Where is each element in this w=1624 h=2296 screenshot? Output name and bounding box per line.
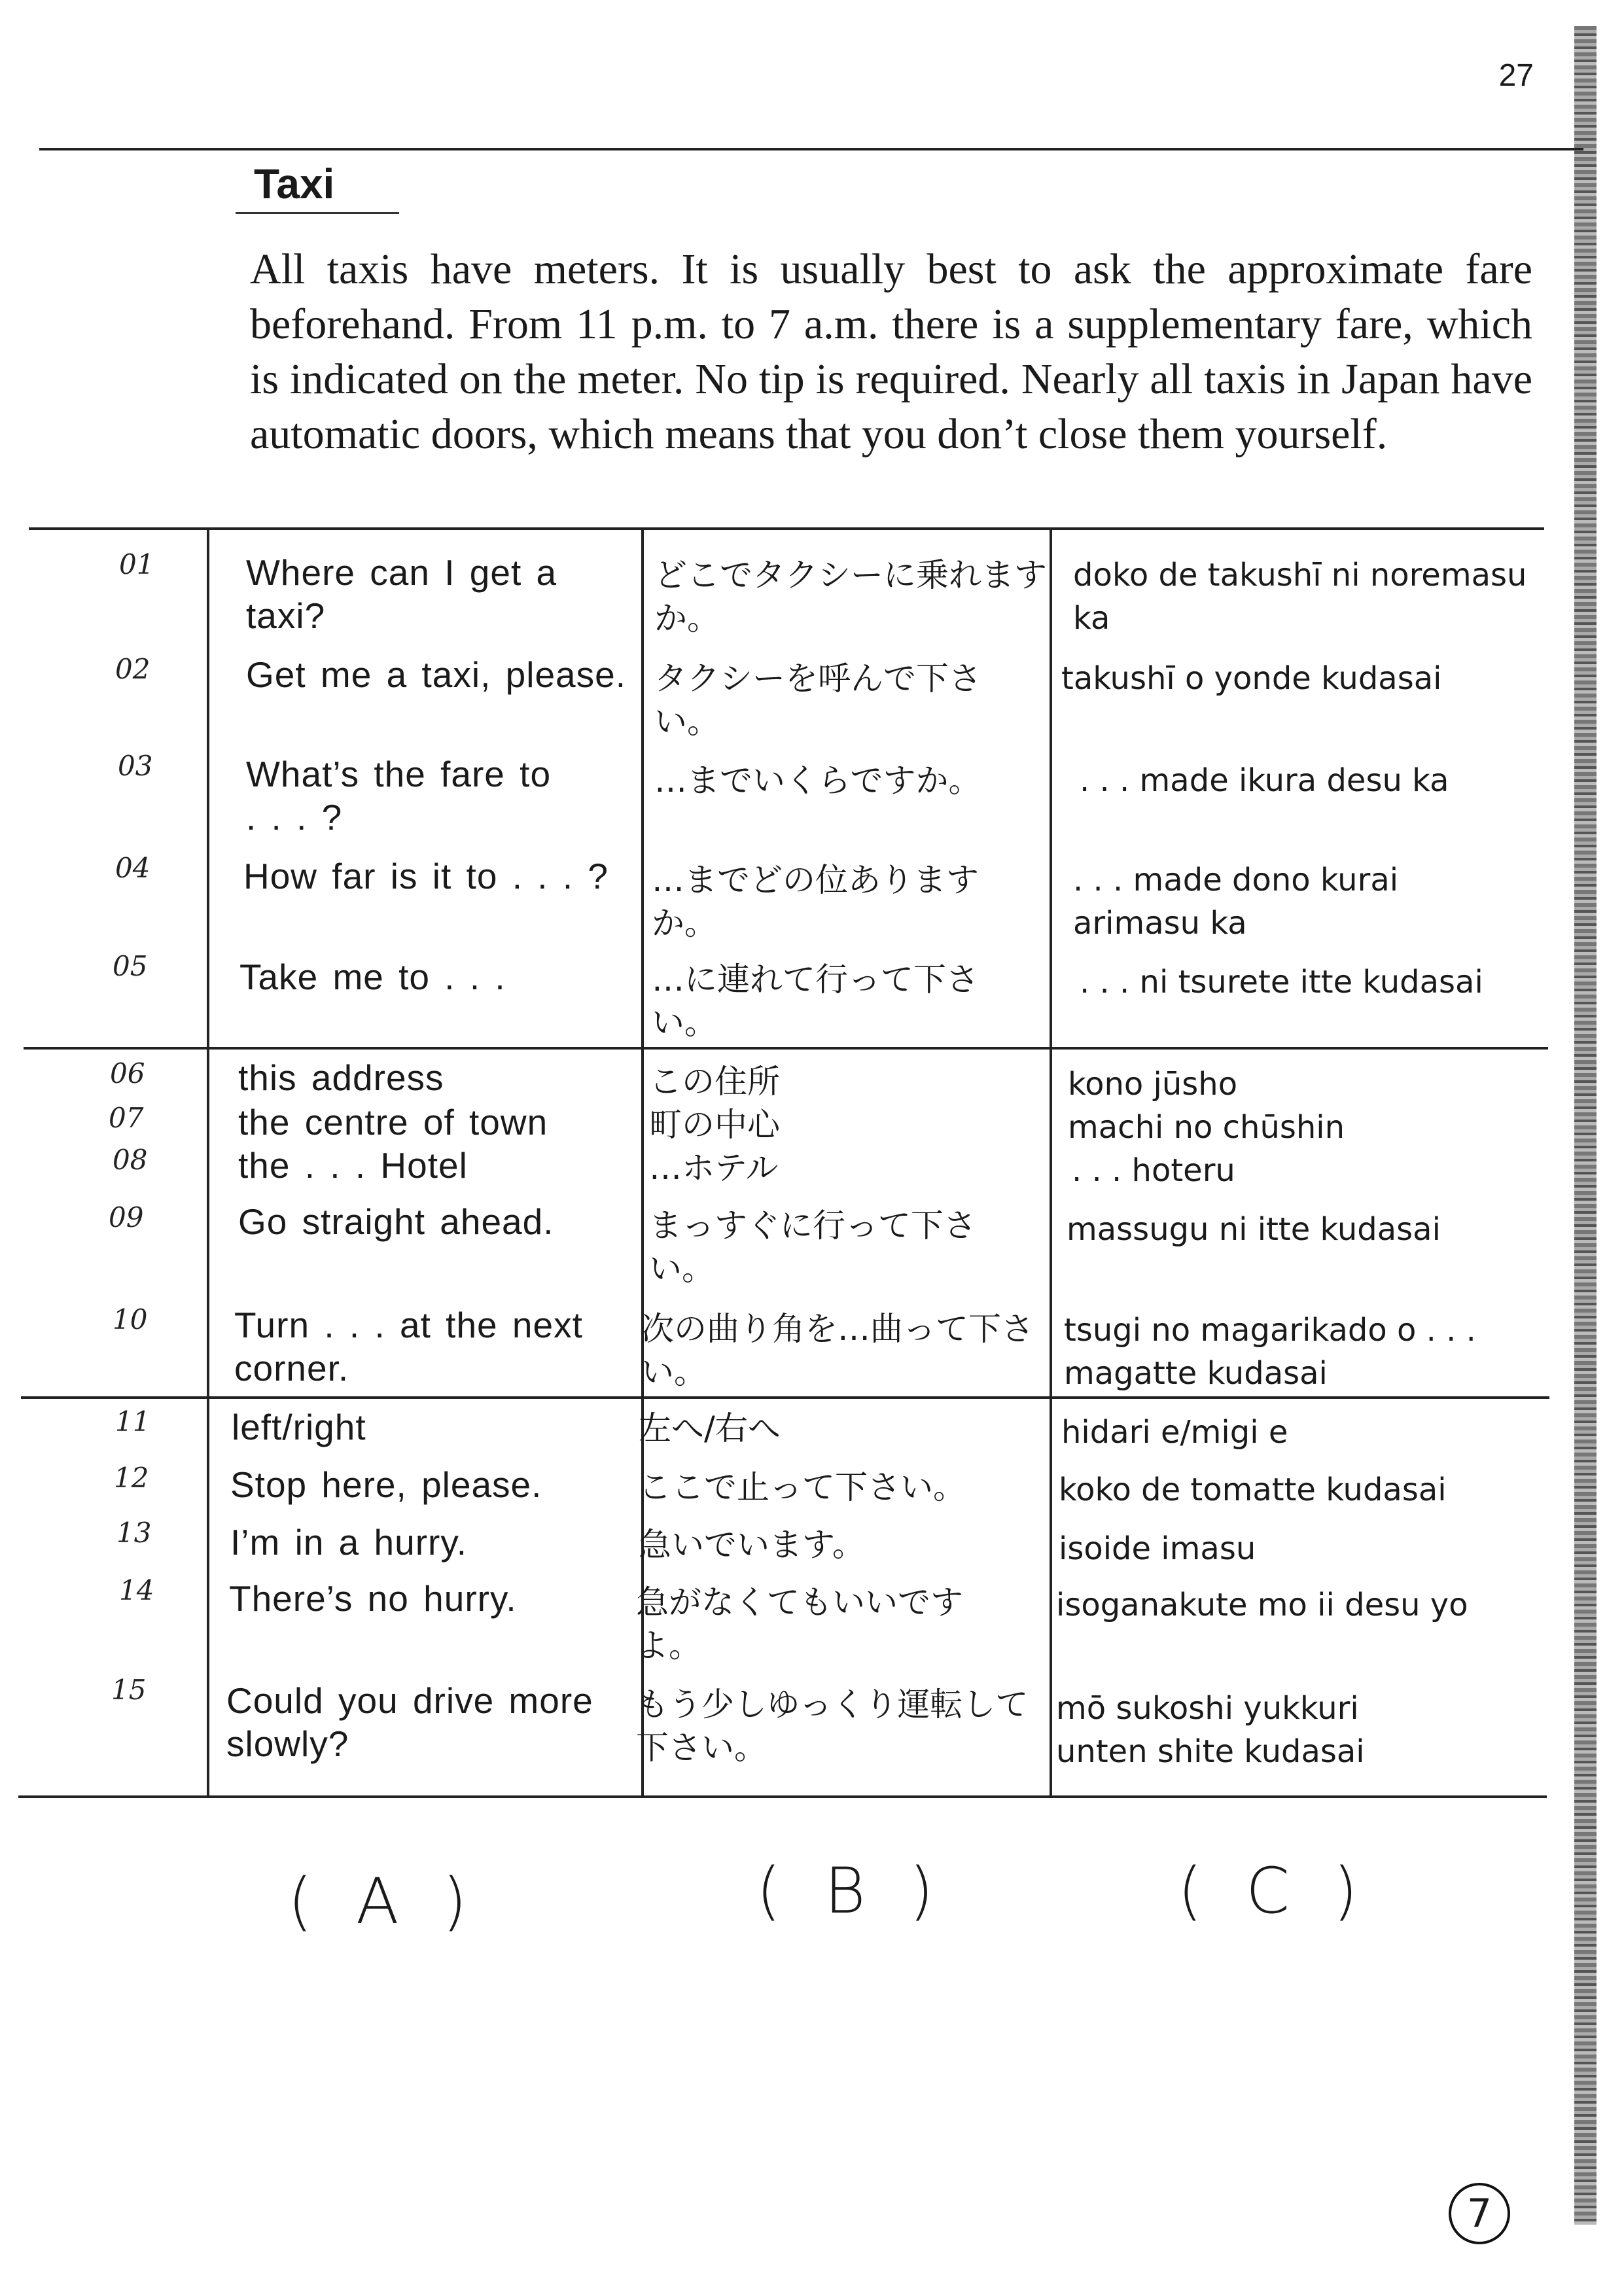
romaji-phrase: mō sukoshi yukkuri unten shite kudasai xyxy=(1056,1690,1365,1770)
romaji-phrase: doko de takushī ni noremasu ka xyxy=(1073,557,1527,637)
column-rule-1 xyxy=(207,527,209,1797)
row-number: 11 xyxy=(115,1405,150,1438)
japanese-phrase: 左へ/右へ xyxy=(639,1409,781,1447)
romaji-phrase: massugu ni itte kudasai xyxy=(1067,1211,1441,1248)
row-number: 15 xyxy=(111,1674,147,1706)
english-phrase: left/right xyxy=(232,1407,366,1447)
romaji-phrase: takushī o yonde kudasai xyxy=(1061,660,1442,697)
romaji-phrase: tsugi no magarikado o . . . magatte kudasai xyxy=(1064,1312,1476,1392)
section-title: Taxi xyxy=(254,160,335,207)
row-number: 06 xyxy=(110,1057,145,1089)
english-phrase: I’m in a hurry. xyxy=(230,1522,468,1563)
romaji-phrase: isoganakute mo ii desu yo xyxy=(1056,1587,1468,1623)
romaji-phrase: koko de tomatte kudasai xyxy=(1059,1472,1447,1508)
table-top-rule xyxy=(29,527,1544,530)
english-phrase: Stop here, please. xyxy=(230,1464,542,1505)
row-number: 07 xyxy=(109,1102,144,1134)
japanese-phrase: ここで止って下さい。 xyxy=(639,1468,966,1506)
row-number: 13 xyxy=(116,1517,152,1549)
row-number: 05 xyxy=(113,950,148,982)
english-phrase: Go straight ahead. xyxy=(238,1201,554,1242)
romaji-phrase: . . . made dono kurai arimasu ka xyxy=(1073,862,1399,942)
japanese-phrase: 町の中心 xyxy=(649,1106,780,1144)
intro-paragraph: All taxis have meters. It is usually best to ask the approximate fare beforehand. From 11 p.m. to 7 a.m. there is a supplementary fare, which is indicated on the meter. No tip is required. Nearly all taxis in Japan have automatic doors, which means that you don’t close them yourself. xyxy=(250,245,1532,458)
column-label-b: ( B ) xyxy=(756,1854,945,1928)
japanese-phrase: もう少しゆっくり運転して下さい。 xyxy=(636,1686,1029,1767)
column-label-a: ( A ) xyxy=(288,1865,479,1938)
japanese-phrase: この住所 xyxy=(649,1063,780,1101)
group-rule-1 xyxy=(24,1047,1548,1050)
english-phrase: Take me to . . . xyxy=(239,957,506,997)
japanese-phrase: どこでタクシーに乗れますか。 xyxy=(654,556,1047,637)
row-number: 02 xyxy=(115,653,150,685)
english-phrase: the centre of town xyxy=(238,1102,548,1142)
row-number: 10 xyxy=(113,1303,148,1335)
row-number: 12 xyxy=(114,1462,149,1494)
japanese-phrase: …に連れて行って下さい。 xyxy=(652,961,979,1042)
row-number: 03 xyxy=(118,750,153,782)
romaji-phrase: . . . ni tsurete itte kudasai xyxy=(1080,964,1483,1000)
japanese-phrase: …までどの位ありますか。 xyxy=(652,861,979,942)
column-label-c: ( C ) xyxy=(1178,1854,1369,1928)
column-rule-3 xyxy=(1050,527,1052,1797)
row-number: 14 xyxy=(119,1574,154,1606)
english-phrase: Could you drive more slowly? xyxy=(226,1680,593,1764)
circled-page-number: 7 xyxy=(1449,2183,1510,2244)
romaji-phrase: . . . hoteru xyxy=(1072,1152,1235,1189)
english-phrase: Turn . . . at the next corner. xyxy=(234,1305,583,1388)
english-phrase: How far is it to . . . ? xyxy=(243,856,609,896)
english-phrase: Where can I get a taxi? xyxy=(246,552,557,636)
table-bottom-rule xyxy=(18,1795,1547,1798)
japanese-phrase: 急がなくてもいいですよ。 xyxy=(636,1583,963,1665)
japanese-phrase: …ホテル xyxy=(649,1149,779,1187)
romaji-phrase: hidari e/migi e xyxy=(1061,1414,1288,1451)
japanese-phrase: タクシーを呼んで下さい。 xyxy=(654,660,981,741)
row-number: 08 xyxy=(113,1144,148,1176)
english-phrase: this address xyxy=(238,1057,444,1098)
group-rule-2 xyxy=(21,1396,1549,1399)
romaji-phrase: kono jūsho xyxy=(1068,1066,1238,1103)
romaji-phrase: machi no chūshin xyxy=(1068,1109,1345,1146)
english-phrase: Get me a taxi, please. xyxy=(246,654,626,695)
japanese-phrase: 急いでいます。 xyxy=(639,1526,865,1564)
row-number: 04 xyxy=(115,852,150,884)
english-phrase: There’s no hurry. xyxy=(229,1578,517,1619)
english-phrase: the . . . Hotel xyxy=(238,1145,468,1186)
romaji-phrase: isoide imasu xyxy=(1059,1530,1256,1567)
japanese-phrase: まっすぐに行って下さい。 xyxy=(649,1207,976,1288)
row-number: 09 xyxy=(109,1201,144,1233)
japanese-phrase: …までいくらですか。 xyxy=(654,762,981,800)
english-phrase: What’s the fare to . . . ? xyxy=(246,754,552,838)
romaji-phrase: . . . made ikura desu ka xyxy=(1080,762,1449,799)
page-number: 27 xyxy=(1498,58,1534,93)
row-number: 01 xyxy=(119,548,154,580)
japanese-phrase: 次の曲り角を…曲って下さい。 xyxy=(641,1310,1034,1391)
